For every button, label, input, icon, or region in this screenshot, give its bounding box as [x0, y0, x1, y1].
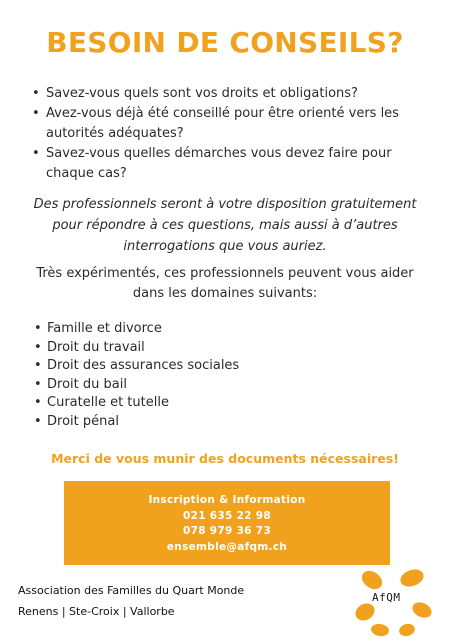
contact-phone-1[interactable]: 021 635 22 98 — [183, 509, 271, 522]
list-item: • Curatelle et tutelle — [34, 394, 239, 413]
logo-text: AfQM — [372, 591, 401, 604]
list-item: • Droit des assurances sociales — [34, 357, 239, 376]
domains-list — [34, 320, 239, 431]
questions-list — [32, 84, 432, 184]
footer — [18, 580, 244, 622]
documents-notice: Merci de vous munir des documents nécessaires! — [51, 451, 399, 466]
list-item: • Droit du bail — [34, 376, 239, 395]
list-item: • Savez-vous quelles démarches vous devez faire pour chaque cas? — [32, 144, 432, 184]
list-item: • Droit pénal — [34, 413, 239, 432]
afqm-logo — [352, 566, 436, 638]
availability-paragraph: Des professionnels seront à votre disposition gratuitement pour répondre à ces questions, mais aussi à d’autres interrogations que vous auriez. — [33, 197, 417, 254]
list-item: • Savez-vous quels sont vos droits et obligations? — [32, 84, 432, 104]
org-name: Association des Familles du Quart Monde — [18, 584, 245, 597]
contact-email[interactable]: ensemble@afqm.ch — [166, 540, 288, 553]
domains-intro: Très expérimentés, ces professionnels peuvent vous aider dans les domaines suivants: — [36, 266, 414, 301]
list-item: • Droit du travail — [34, 339, 239, 358]
list-item: • Famille et divorce — [34, 320, 239, 339]
list-item: • Avez-vous déjà été conseillé pour être orienté vers les autorités adéquates? — [32, 104, 432, 144]
org-locations: Renens | Ste-Croix | Vallorbe — [18, 605, 175, 618]
contact-heading: Inscription & Information — [148, 494, 306, 506]
contact-phone-2[interactable]: 078 979 36 73 — [183, 525, 271, 537]
contact-box — [64, 481, 390, 565]
page-title: BESOIN DE CONSEILS? — [46, 26, 404, 59]
